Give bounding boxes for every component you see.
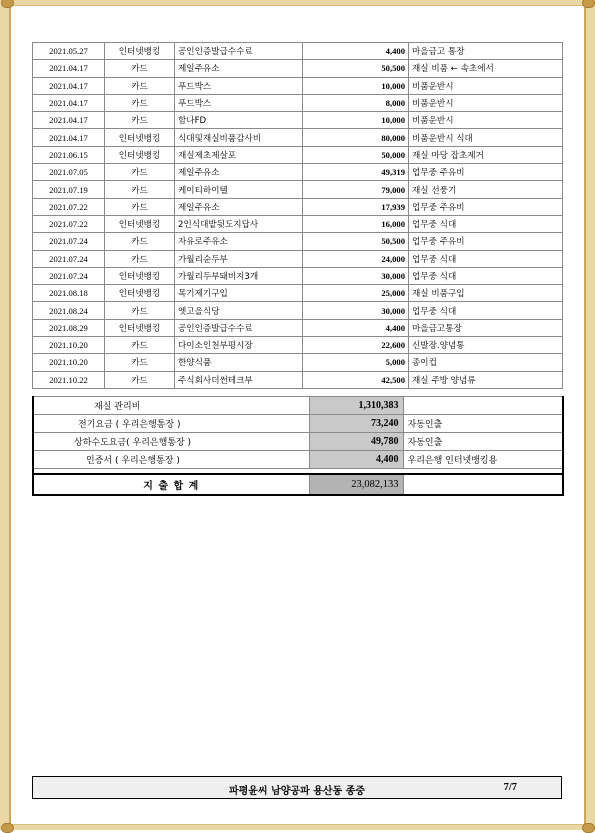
- row-date: 2021.04.17: [33, 112, 105, 129]
- row-amount: 5,000: [303, 354, 409, 371]
- row-payment-method: 카드: [105, 250, 175, 267]
- table-row: [33, 164, 563, 181]
- table-row: [33, 215, 563, 232]
- summary-row: [33, 433, 563, 451]
- summary-label: 전기요금 ( 우리은행통장 ): [33, 415, 309, 433]
- row-amount: 10,000: [303, 112, 409, 129]
- footer-title: 파평윤씨 남양공파 용산동 종중: [228, 786, 366, 797]
- row-date: 2021.07.05: [33, 164, 105, 181]
- row-date: 2021.07.24: [33, 250, 105, 267]
- row-vendor: 제일주유소: [175, 198, 303, 215]
- expense-ledger-table: [32, 42, 563, 389]
- row-vendor: 주식회사더썬테크부: [175, 371, 303, 388]
- row-note: 마을금고 통장: [409, 43, 563, 60]
- row-date: 2021.04.17: [33, 77, 105, 94]
- row-note: 마을금고통장: [409, 319, 563, 336]
- row-note: 재실 선풍기: [409, 181, 563, 198]
- row-amount: 79,000: [303, 181, 409, 198]
- table-row: [33, 302, 563, 319]
- row-vendor: 2인식대밭뒷도지답사: [175, 215, 303, 232]
- row-note: 재실 마당 잡초제거: [409, 146, 563, 163]
- row-amount: 30,000: [303, 302, 409, 319]
- row-date: 2021.04.17: [33, 94, 105, 111]
- page-footer: [32, 776, 562, 799]
- table-row: [33, 250, 563, 267]
- row-date: 2021.07.24: [33, 267, 105, 284]
- row-note: 재실 비품 ← 속초에서: [409, 60, 563, 77]
- summary-label: 상하수도요금( 우리은행통장 ): [33, 433, 309, 451]
- row-payment-method: 인터넷뱅킹: [105, 43, 175, 60]
- row-amount: 4,400: [303, 43, 409, 60]
- row-payment-method: 카드: [105, 77, 175, 94]
- row-vendor: 공인인증발급수수료: [175, 43, 303, 60]
- table-row: [33, 285, 563, 302]
- row-payment-method: 카드: [105, 94, 175, 111]
- total-amount: 23,082,133: [309, 474, 403, 495]
- frame-corner-knob-bottom-left: [1, 823, 14, 833]
- row-date: 2021.07.22: [33, 215, 105, 232]
- row-payment-method: 카드: [105, 371, 175, 388]
- summary-label: 인증서 ( 우리은행통장 ): [33, 451, 309, 469]
- row-date: 2021.10.20: [33, 354, 105, 371]
- row-note: 업무중 주유비: [409, 233, 563, 250]
- row-vendor: 가월리두부돼비지3개: [175, 267, 303, 284]
- row-note: 업무중 식대: [409, 302, 563, 319]
- row-note: 업무중 주유비: [409, 198, 563, 215]
- row-date: 2021.04.17: [33, 129, 105, 146]
- row-payment-method: 카드: [105, 354, 175, 371]
- summary-amount: 4,400: [309, 451, 403, 469]
- row-date: 2021.08.18: [33, 285, 105, 302]
- table-row: [33, 129, 563, 146]
- row-note: 업무중 식대: [409, 215, 563, 232]
- table-row: [33, 77, 563, 94]
- row-vendor: 다이소인천부평시장: [175, 337, 303, 354]
- row-vendor: 목기제기구입: [175, 285, 303, 302]
- table-row: [33, 233, 563, 250]
- total-label: 지 출 합 계: [33, 474, 309, 495]
- row-payment-method: 인터넷뱅킹: [105, 319, 175, 336]
- row-vendor: 제일주유소: [175, 164, 303, 181]
- row-amount: 49,319: [303, 164, 409, 181]
- table-row: [33, 112, 563, 129]
- row-date: 2021.07.19: [33, 181, 105, 198]
- row-payment-method: 카드: [105, 60, 175, 77]
- row-payment-method: 인터넷뱅킹: [105, 129, 175, 146]
- row-note: 비품운반시: [409, 77, 563, 94]
- table-row: [33, 371, 563, 388]
- row-amount: 30,000: [303, 267, 409, 284]
- summary-row: [33, 451, 563, 469]
- table-row: [33, 60, 563, 77]
- row-date: 2021.07.22: [33, 198, 105, 215]
- row-payment-method: 카드: [105, 181, 175, 198]
- summary-row: [33, 415, 563, 433]
- table-row: [33, 267, 563, 284]
- table-row: [33, 94, 563, 111]
- row-amount: 16,000: [303, 215, 409, 232]
- frame-corner-knob-top-right: [582, 0, 595, 8]
- row-note: 업무중 식대: [409, 267, 563, 284]
- summary-amount: 73,240: [309, 415, 403, 433]
- summary-label: 재실 관리비: [33, 397, 309, 415]
- row-payment-method: 카드: [105, 233, 175, 250]
- table-row: [33, 354, 563, 371]
- table-row: [33, 337, 563, 354]
- row-date: 2021.10.22: [33, 371, 105, 388]
- row-amount: 50,500: [303, 60, 409, 77]
- total-row: [33, 474, 563, 495]
- row-date: 2021.06.15: [33, 146, 105, 163]
- row-date: 2021.08.24: [33, 302, 105, 319]
- row-vendor: 함나FD: [175, 112, 303, 129]
- row-vendor: 케이티하이텔: [175, 181, 303, 198]
- row-note: 종이컵: [409, 354, 563, 371]
- row-vendor: 푸드박스: [175, 94, 303, 111]
- row-amount: 4,400: [303, 319, 409, 336]
- row-vendor: 한양식품: [175, 354, 303, 371]
- row-payment-method: 카드: [105, 112, 175, 129]
- row-vendor: 공인인증발급수수료: [175, 319, 303, 336]
- summary-amount: 1,310,383: [309, 397, 403, 415]
- row-note: 비품운반시: [409, 94, 563, 111]
- row-note: 업무중 식대: [409, 250, 563, 267]
- row-payment-method: 카드: [105, 198, 175, 215]
- row-payment-method: 인터넷뱅킹: [105, 285, 175, 302]
- row-amount: 24,000: [303, 250, 409, 267]
- row-amount: 25,000: [303, 285, 409, 302]
- table-row: [33, 43, 563, 60]
- row-vendor: 재실제초제살포: [175, 146, 303, 163]
- row-payment-method: 카드: [105, 337, 175, 354]
- row-vendor: 제일주유소: [175, 60, 303, 77]
- expense-summary-table: [32, 396, 564, 496]
- table-row: [33, 198, 563, 215]
- row-vendor: 자유로주유소: [175, 233, 303, 250]
- summary-row: [33, 397, 563, 415]
- frame-corner-knob-top-left: [1, 0, 14, 8]
- table-row: [33, 319, 563, 336]
- row-date: 2021.07.24: [33, 233, 105, 250]
- row-payment-method: 인터넷뱅킹: [105, 146, 175, 163]
- row-amount: 22,600: [303, 337, 409, 354]
- row-amount: 50,000: [303, 146, 409, 163]
- table-row: [33, 146, 563, 163]
- row-note: 업무중 주유비: [409, 164, 563, 181]
- summary-amount: 49,780: [309, 433, 403, 451]
- row-note: 신발장.양념통: [409, 337, 563, 354]
- row-amount: 42,500: [303, 371, 409, 388]
- summary-note: 자동인출: [403, 415, 563, 433]
- summary-note: 우리은행 인터넷뱅킹용: [403, 451, 563, 469]
- row-vendor: 푸드박스: [175, 77, 303, 94]
- row-payment-method: 인터넷뱅킹: [105, 267, 175, 284]
- page-number: 7/7: [503, 782, 517, 793]
- summary-note: 자동인출: [403, 433, 563, 451]
- row-amount: 8,000: [303, 94, 409, 111]
- row-amount: 10,000: [303, 77, 409, 94]
- row-date: 2021.05.27: [33, 43, 105, 60]
- frame-corner-knob-bottom-right: [582, 823, 595, 833]
- total-note: [403, 474, 563, 495]
- table-row: [33, 181, 563, 198]
- row-payment-method: 인터넷뱅킹: [105, 215, 175, 232]
- row-note: 비품운반시 식대: [409, 129, 563, 146]
- row-note: 재실 주방 양념류: [409, 371, 563, 388]
- row-amount: 50,500: [303, 233, 409, 250]
- row-note: 비품운반시: [409, 112, 563, 129]
- row-amount: 80,000: [303, 129, 409, 146]
- row-vendor: 식대및재실비품감사비: [175, 129, 303, 146]
- row-date: 2021.04.17: [33, 60, 105, 77]
- row-vendor: 엣고을식당: [175, 302, 303, 319]
- row-date: 2021.10.20: [33, 337, 105, 354]
- summary-note: [403, 397, 563, 415]
- row-amount: 17,939: [303, 198, 409, 215]
- row-note: 재실 비품구입: [409, 285, 563, 302]
- row-vendor: 가월리순두부: [175, 250, 303, 267]
- row-date: 2021.08.29: [33, 319, 105, 336]
- row-payment-method: 카드: [105, 302, 175, 319]
- row-payment-method: 카드: [105, 164, 175, 181]
